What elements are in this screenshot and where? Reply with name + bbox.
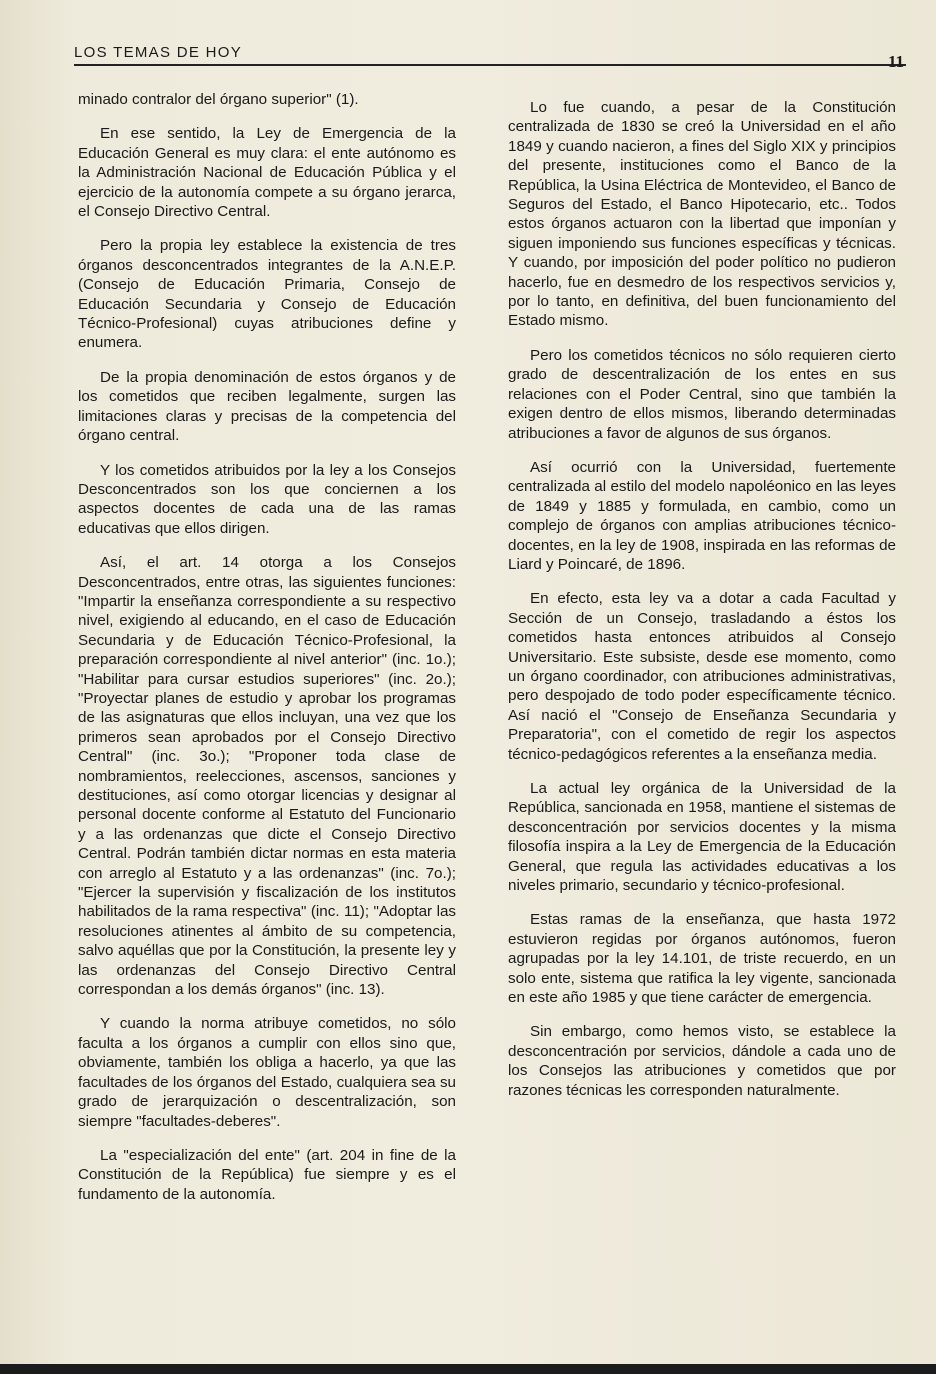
paragraph: La "especialización del ente" (art. 204 in fine de la Constitución de la República) fue siempre y es el fundamento de la autonomía.	[78, 1146, 456, 1203]
header-rule	[74, 64, 906, 66]
scan-bottom-edge	[0, 1364, 936, 1374]
paragraph: Y cuando la norma atribuye cometidos, no sólo faculta a los órganos a cumplir con ellos sino que, obviamente, también los obliga a hacerlo, ya que las facultades de los órganos del Estado, cualquiera sea su grado de jerarquización o descentralización, son siempre "facultades-deberes".	[78, 1015, 456, 1130]
paragraph: En ese sentido, la Ley de Emergencia de la Educación General es muy clara: el ente autónomo es la Administración Nacional de Educación Pública y el ejercicio de la autonomía compete a su órgano jerarca, el Consejo Directivo Central.	[78, 125, 456, 221]
paragraph: De la propia denominación de estos órganos y de los cometidos que reciben legalmente, surgen las limitaciones claras y precisas de la competencia del órgano central.	[78, 368, 456, 445]
paragraph: Así ocurrió con la Universidad, fuertemente centralizada al estilo del modelo napoléonico en las leyes de 1849 y 1885 y formulada, en cambio, como un complejo de órganos con amplias atribuciones técnico-docentes, en la ley de 1908, inspirada en las reformas de Liard y Poincaré, de 1896.	[508, 458, 896, 573]
paragraph: Así, el art. 14 otorga a los Consejos Desconcentrados, entre otras, las siguientes funciones: "Impartir la enseñanza correspondiente a su respectivo nivel, exigiendo al educando, en el caso de Educación Secundaria y de Educación Técnico-Profesional, la preparación correspondiente al nivel anterior" (inc. 1o.); "Habilitar para cursar estudios superiores" (inc. 2o.); "Proyectar planes de estudio y aprobar los programas de las asignaturas que ellos incluyan, una vez que los primeros sean aprobados por el Consejo Directivo Central" (inc. 3o.); "Proponer toda clase de nombramientos, reelecciones, ascensos, sanciones y destituciones, así como otorgar licencias y designar al personal docente conforme al Estatuto del Funcionario y a las ordenanzas que dicte el Consejo Directivo Central. Podrán también dictar normas en esta materia con arreglo al Estatuto y a las ordenanzas" (inc. 7o.); "Ejercer la supervisión y fiscalización de los institutos habilitados de la rama respectiva" (inc. 11); "Adoptar las resoluciones atinentes al ámbito de su competencia, salvo aquéllas que por la Constitución, la presente ley y las ordenanzas del Consejo Directivo Central correspondan a los demás órganos" (inc. 13).	[78, 554, 456, 999]
page-header	[74, 44, 906, 71]
paragraph: Sin embargo, como hemos visto, se establece la desconcentración por servicios, dándole a cada uno de los Consejos las atribuciones y cometidos que por razones técnicas les corresponden naturalmente.	[508, 1023, 896, 1099]
paragraph: Pero la propia ley establece la existencia de tres órganos desconcentrados integrantes de la A.N.E.P. (Consejo de Educación Primaria, Consejo de Educación Secundaria y Consejo de Educación Técnico-Profesional) cuyas atribuciones define y enumera.	[78, 237, 456, 352]
paragraph: Pero los cometidos técnicos no sólo requieren cierto grado de descentralización de los entes en sus relaciones con el Poder Central, sino que también la exigen dentro de ellos mismos, liberando determinadas atribuciones a favor de algunos de sus órganos.	[508, 346, 896, 442]
paragraph: Estas ramas de la enseñanza, que hasta 1972 estuvieron regidas por órganos autónomos, fueron agrupadas por la ley 14.101, de triste recuerdo, en un solo ente, sistema que ratifica la ley vigente, sancionada en este año 1985 y que tiene carácter de emergencia.	[508, 911, 896, 1007]
page-number: 11	[887, 52, 904, 71]
left-column	[78, 90, 456, 1219]
paragraph: En efecto, esta ley va a dotar a cada Facultad y Sección de un Consejo, trasladando a éstos los cometidos hasta entonces atribuidos al Consejo Universitario. Este subsiste, desde ese momento, como un órgano coordinador, con atribuciones administrativas, pero despojado de todo poder específicamente técnico. Así nació el "Consejo de Enseñanza Secundaria y Preparatoria", con el cometido de regir los aspectos técnico-pedagógicos referentes a la enseñanza media.	[508, 590, 896, 763]
paragraph: Y los cometidos atribuidos por la ley a los Consejos Desconcentrados son los que conciernen a los aspectos docentes de cada una de las ramas educativas que ellos dirigen.	[78, 461, 456, 537]
right-column	[508, 98, 896, 1115]
paragraph: La actual ley orgánica de la Universidad de la República, sancionada en 1958, mantiene el sistemas de desconcentración por servicios docentes y la misma filosofía inspira a la Ley de Emergencia de la Educación General, que regula las actividades educativas a los niveles primario, secundario y técnico-profesional.	[508, 780, 896, 895]
paragraph: minado contralor del órgano superior" (1).	[78, 91, 359, 108]
paragraph: Lo fue cuando, a pesar de la Constitución centralizada de 1830 se creó la Universidad en el año 1849 y cuando nacieron, a fines del Siglo XIX y principios del presente, instituciones como el Banco de la República, la Usina Eléctrica de Montevideo, el Banco de Seguros del Estado, el Banco Hipotecario, etc.. Todos estos órganos actuaron con la libertad que imponían y siguen imponiendo sus funciones específicas y técnicas. Y cuando, por imposición del poder político no pudieron hacerlo, fue en desmedro de los respectivos servicios y, por lo tanto, en definitiva, del buen funcionamiento del Estado mismo.	[508, 99, 896, 330]
running-title: LOS TEMAS DE HOY	[74, 44, 243, 61]
